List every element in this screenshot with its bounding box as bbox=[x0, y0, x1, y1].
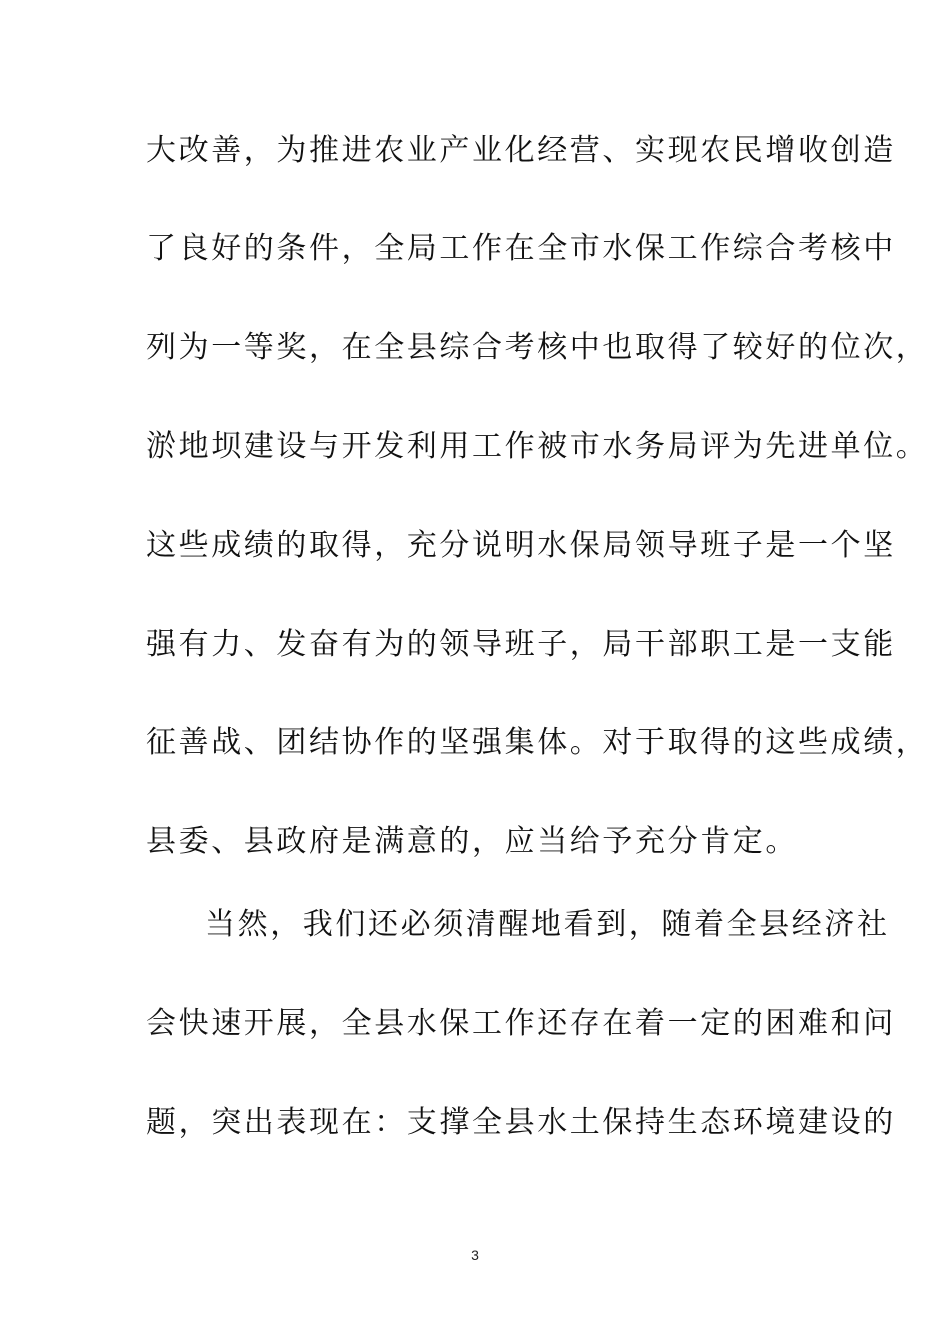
page-number: 3 bbox=[471, 1247, 479, 1263]
paragraph-start-line: 当然，我们还必须清醒地看到，随着全县经济社 bbox=[205, 907, 890, 942]
text-line-8: 县委、县政府是满意的，应当给予充分肯定。 bbox=[146, 824, 798, 859]
text-line-7: 征善战、团结协作的坚强集体。对于取得的这些成绩， bbox=[146, 725, 929, 760]
text-line-3: 列为一等奖，在全县综合考核中也取得了较好的位次， bbox=[146, 330, 929, 365]
text-line-1: 大改善，为推进农业产业化经营、实现农民增收创造 bbox=[146, 133, 896, 168]
text-line-6: 强有力、发奋有为的领导班子，局干部职工是一支能 bbox=[146, 627, 896, 662]
text-line-2: 了良好的条件，全局工作在全市水保工作综合考核中 bbox=[146, 231, 896, 266]
text-line-10: 会快速开展，全县水保工作还存在着一定的困难和问 bbox=[146, 1006, 896, 1041]
text-line-11: 题，突出表现在：支撑全县水土保持生态环境建设的 bbox=[146, 1105, 896, 1140]
text-line-5: 这些成绩的取得，充分说明水保局领导班子是一个坚 bbox=[146, 528, 896, 563]
text-line-4: 淤地坝建设与开发利用工作被市水务局评为先进单位。 bbox=[146, 429, 929, 464]
